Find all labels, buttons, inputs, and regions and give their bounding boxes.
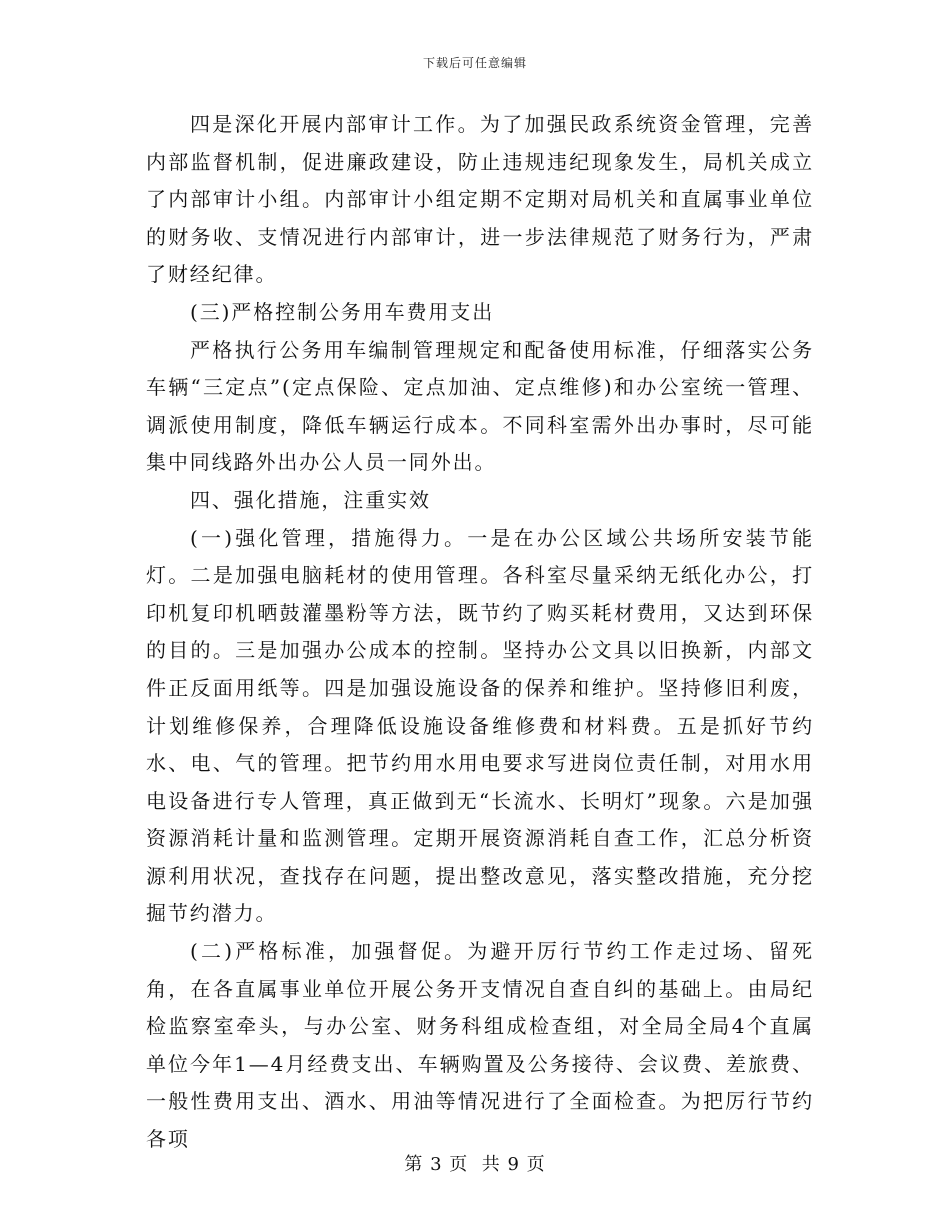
subheading-vehicle-costs: (三)严格控制公务用车费用支出 (190, 299, 495, 324)
paragraph-vehicle-costs: 严格执行公务用车编制管理规定和配备使用标准，仔细落实公务车辆“三定点”(定点保险、定点加油、定点维修)和办公室统一管理、调派使用制度，降低车辆运行成本。不同科室需外出办事时，尽可能集中同线路外出办公人员一同外出。 (146, 337, 814, 475)
paragraph-internal-audit: 四是深化开展内部审计工作。为了加强民政系统资金管理，完善内部监督机制，促进廉政建设，防止违规违纪现象发生，局机关成立了内部审计小组。内部审计小组定期不定期对局机关和直属事业单位的财务收、支情况进行内部审计，进一步法律规范了财务行为，严肃了财经纪律。 (146, 112, 814, 287)
footer-mid: 页 共 (449, 1154, 501, 1175)
section-heading-measures: 四、强化措施，注重实效 (190, 487, 431, 512)
current-page-number: 3 (430, 1154, 443, 1175)
footer-prefix: 第 (404, 1154, 424, 1175)
document-body (146, 106, 814, 1159)
paragraph-management-measures: (一)强化管理，措施得力。一是在办公区域公共场所安装节能灯。二是加强电脑耗材的使用管理。各科室尽量采纳无纸化办公，打印机复印机晒鼓灌墨粉等方法，既节约了购买耗材费用，又达到环保的目的。三是加强办公成本的控制。坚持办公文具以旧换新，内部文件正反面用纸等。四是加强设施设备的保养和维护。坚持修旧利废，计划维修保养，合理降低设施设备维修费和材料费。五是抓好节约水、电、气的管理。把节约用水用电要求写进岗位责任制，对用水用电设备进行专人管理，真正做到无“长流水、长明灯”现象。六是加强资源消耗计量和监测管理。定期开展资源消耗自查工作，汇总分析资源利用状况，查找存在问题，提出整改意见，落实整改措施，充分挖掘节约潜力。 (146, 525, 814, 926)
paragraph-strict-standards: (二)严格标准，加强督促。为避开厉行节约工作走过场、留死角，在各直属事业单位开展公务开支情况自查自纠的基础上。由局纪检监察室牵头，与办公室、财务科组成检查组，对全局全局4个直属单位今年1—4月经费支出、车辆购置及公务接待、会议费、差旅费、一般性费用支出、酒水、用油等情况进行了全面检查。为把厉行节约各项 (146, 939, 814, 1152)
footer-suffix: 页 (526, 1154, 546, 1175)
header-note: 下载后可任意编辑 (422, 56, 527, 70)
total-pages-number: 9 (507, 1154, 520, 1175)
page-footer (0, 1150, 950, 1176)
